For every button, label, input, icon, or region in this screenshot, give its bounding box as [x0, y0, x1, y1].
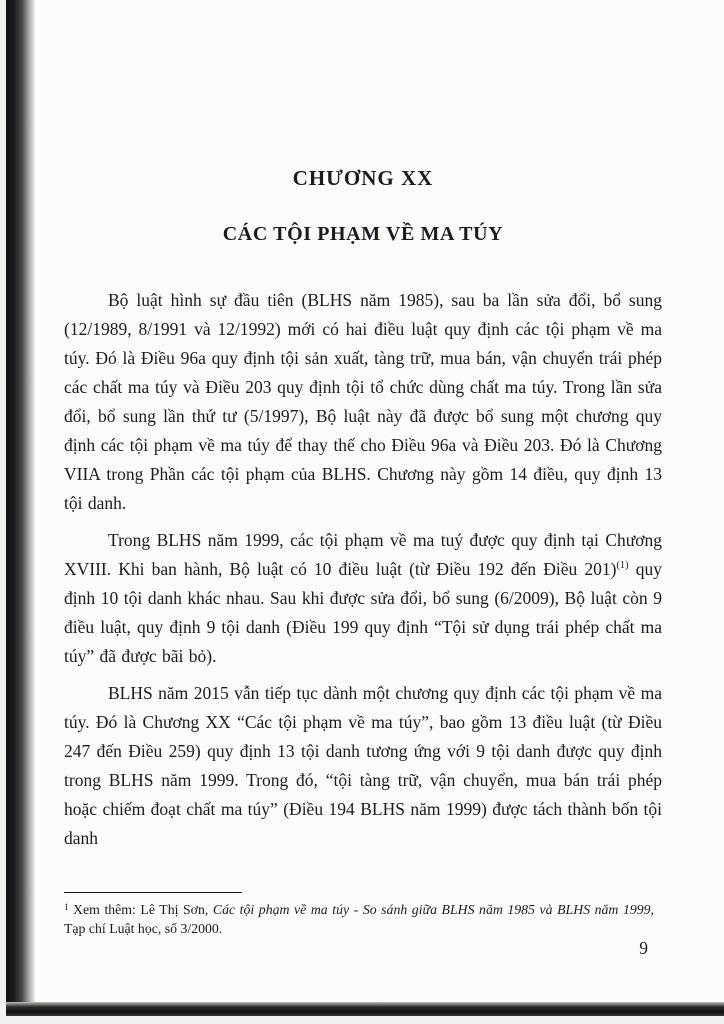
footnote-marker: 1: [64, 902, 69, 912]
paragraph-3: BLHS năm 2015 vẫn tiếp tục dành một chương quy định các tội phạm về ma túy. Đó là Chương XX “Các tội phạm về ma túy”, bao gồm 13 điều luật (từ Điều 247 đến Điều 259) quy định 13 tội danh tương ứng với 9 tội danh được quy định trong BLHS năm 1999. Trong đó, “tội tàng trữ, vận chuyển, mua bán trái phép hoặc chiếm đoạt chất ma túy” (Điều 194 BLHS năm 1999) được tách thành bốn tội danh: [64, 683, 662, 848]
page-number: 9: [639, 938, 648, 958]
body-text: [64, 286, 662, 853]
paragraph-1: Bộ luật hình sự đầu tiên (BLHS năm 1985), sau ba lần sửa đổi, bổ sung (12/1989, 8/1991 và 12/1992) mới có hai điều luật quy định các tội phạm về ma túy. Đó là Điều 96a quy định tội sản xuất, tàng trữ, mua bán, vận chuyển trái phép các chất ma túy và Điều 203 quy định tội tổ chức dùng chất ma túy. Trong lần sửa đổi, bổ sung lần thứ tư (5/1997), Bộ luật này đã được bổ sung một chương quy định các tội phạm về ma túy để thay thế cho Điều 96a và Điều 203. Đó là Chương VIIA trong Phần các tội phạm của BLHS. Chương này gồm 14 điều, quy định 13 tội danh.: [64, 290, 662, 513]
footnote-cited-title: Các tội phạm về ma túy - So sánh giữa BLHS năm 1985 và BLHS năm 1999: [212, 902, 651, 917]
chapter-subtitle: CÁC TỘI PHẠM VỀ MA TÚY: [222, 223, 504, 245]
paragraph-2: [64, 526, 662, 671]
page-content: [64, 166, 662, 861]
chapter-title: CHƯƠNG XX: [292, 166, 434, 190]
footnote: [64, 898, 654, 938]
footnote-reference-1: (1): [616, 560, 629, 571]
book-gutter-shadow: [6, 0, 36, 1016]
footnote-divider: [64, 892, 242, 893]
paragraph-2-text-b: quy định 10 tội danh khác nhau. Sau khi được sửa đổi, bổ sung (6/2009), Bộ luật còn 9 điều luật, quy định 9 tội danh (Điều 199 quy định “Tội sử dụng trái phép chất ma túy” đã được bãi bỏ).: [64, 559, 663, 666]
footnote-lead-text: Xem thêm: Lê Thị Sơn,: [68, 902, 213, 917]
bottom-scan-shadow: [6, 1002, 724, 1016]
bottom-edge: [0, 1016, 724, 1024]
paragraph-2-text-a: Trong BLHS năm 1999, các tội phạm về ma tuý được quy định tại Chương XVIII. Khi ban hành, Bộ luật có 10 điều luật (từ Điều 192 đến Điều 201): [64, 530, 662, 579]
footnote-block: [64, 892, 654, 938]
footnote-tail-text: , Tạp chí Luật học, số 3/2000.: [64, 902, 654, 936]
